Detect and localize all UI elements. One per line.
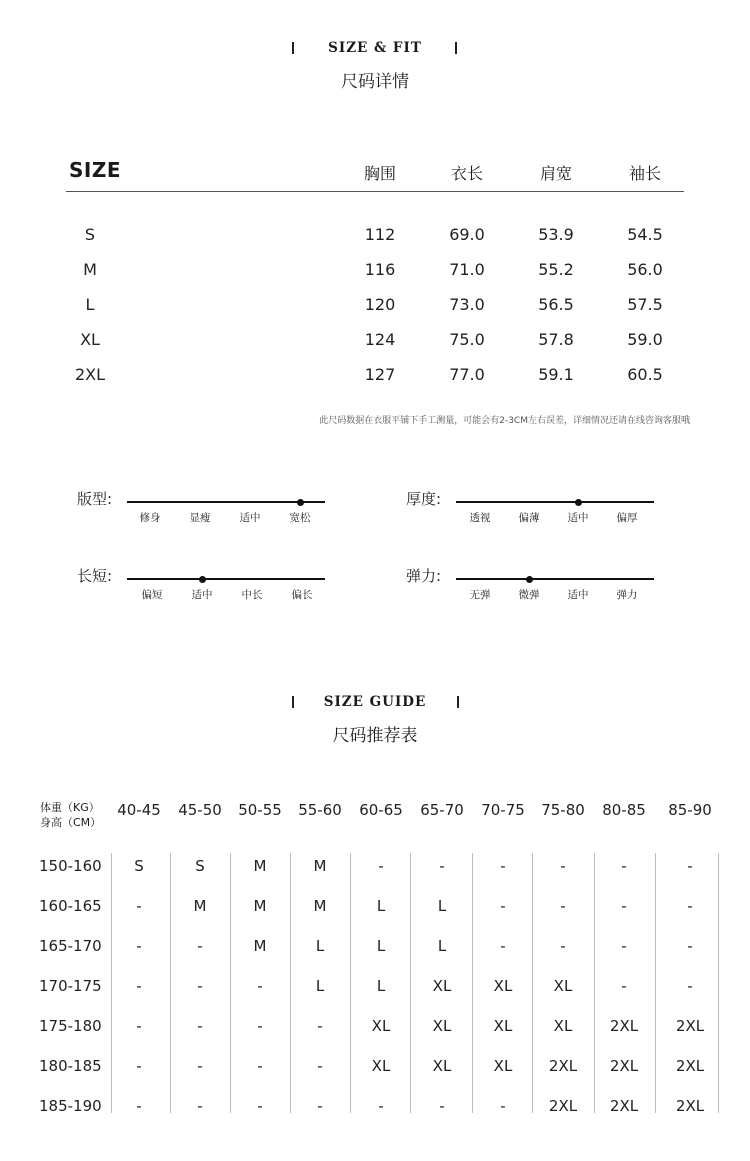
size-guide-cell: XL bbox=[432, 977, 452, 995]
size-guide-cell: 2XL bbox=[609, 1097, 639, 1115]
grid-divider bbox=[170, 853, 171, 1113]
height-row-label: 175-180 bbox=[39, 1017, 102, 1035]
size-guide-cell: - bbox=[621, 937, 627, 955]
fit-scale-option: 弹力 bbox=[616, 589, 638, 601]
height-row-label: 165-170 bbox=[39, 937, 102, 955]
size-guide-cell: - bbox=[136, 937, 142, 955]
fit-scale-marker bbox=[297, 499, 304, 506]
column-header-chest: 胸围 bbox=[363, 164, 396, 183]
size-guide-cell: - bbox=[136, 1057, 142, 1075]
size-guide-cell: M bbox=[253, 857, 267, 875]
grid-divider bbox=[290, 853, 291, 1113]
size-column-header: SIZE bbox=[69, 158, 122, 182]
grid-divider bbox=[655, 853, 656, 1113]
size-table-cell: 59.1 bbox=[538, 365, 574, 384]
size-guide-cell: - bbox=[317, 1097, 323, 1115]
size-table-cell: 56.5 bbox=[538, 295, 574, 314]
fit-scale-option: 修身 bbox=[139, 512, 161, 524]
fit-scale-line bbox=[127, 578, 325, 580]
grid-divider bbox=[718, 853, 719, 1113]
size-row-label: S bbox=[84, 225, 96, 244]
size-guide-cell: - bbox=[560, 857, 566, 875]
size-guide-cell: - bbox=[317, 1017, 323, 1035]
title-bar-right bbox=[455, 42, 457, 54]
size-guide-cell: - bbox=[687, 857, 693, 875]
size-table-cell: 124 bbox=[364, 330, 396, 349]
height-row-label: 150-160 bbox=[39, 857, 102, 875]
size-table-cell: 75.0 bbox=[449, 330, 485, 349]
fit-scale-option: 偏长 bbox=[291, 589, 313, 601]
fit-scale-option: 微弹 bbox=[518, 589, 540, 601]
size-guide-cell: L bbox=[315, 937, 325, 955]
fit-scale-label: 版型: bbox=[77, 490, 113, 508]
weight-column-header: 75-80 bbox=[541, 801, 585, 819]
size-table-cell: 112 bbox=[364, 225, 396, 244]
size-guide-cell: XL bbox=[493, 977, 513, 995]
size-guide-cell: M bbox=[253, 937, 267, 955]
measurement-note: 此尺码数据在衣服平铺下手工测量，可能会有2-3CM左右误差，详细情况还请在线咨询客服哦 bbox=[319, 416, 690, 426]
column-header-length: 衣长 bbox=[450, 164, 483, 183]
size-table-cell: 116 bbox=[364, 260, 396, 279]
size-guide-cell: L bbox=[376, 897, 386, 915]
fit-scale-line bbox=[456, 501, 654, 503]
size-guide-cell: - bbox=[378, 1097, 384, 1115]
size-guide-cell: 2XL bbox=[675, 1097, 705, 1115]
fit-scale-marker bbox=[575, 499, 582, 506]
size-guide-cell: 2XL bbox=[609, 1057, 639, 1075]
fit-scale-option: 偏薄 bbox=[518, 512, 540, 524]
size-guide-cell: XL bbox=[432, 1057, 452, 1075]
grid-divider bbox=[472, 853, 473, 1113]
size-table-cell: 77.0 bbox=[449, 365, 485, 384]
size-row-label: M bbox=[83, 260, 97, 279]
fit-scale-option: 中长 bbox=[241, 589, 263, 601]
size-guide-cell: - bbox=[136, 1017, 142, 1035]
fit-scale-option: 适中 bbox=[567, 589, 589, 601]
size-guide-cell: - bbox=[500, 897, 506, 915]
size-guide-cell: - bbox=[136, 977, 142, 995]
size-guide-cell: L bbox=[376, 977, 386, 995]
fit-scale-option: 偏短 bbox=[141, 589, 163, 601]
weight-column-header: 60-65 bbox=[359, 801, 403, 819]
size-row-label: 2XL bbox=[74, 365, 106, 384]
size-guide-cell: - bbox=[439, 857, 445, 875]
size-guide-cell: M bbox=[193, 897, 207, 915]
size-guide-cell: - bbox=[317, 1057, 323, 1075]
weight-column-header: 80-85 bbox=[602, 801, 646, 819]
fit-scale-label: 弹力: bbox=[406, 567, 442, 585]
size-guide-cell: L bbox=[437, 937, 447, 955]
size-guide-title-en: SIZE GUIDE bbox=[323, 694, 427, 710]
size-guide-cell: - bbox=[257, 1057, 263, 1075]
height-row-label: 160-165 bbox=[39, 897, 102, 915]
grid-divider bbox=[594, 853, 595, 1113]
size-table-cell: 56.0 bbox=[627, 260, 663, 279]
fit-scale-line bbox=[127, 501, 325, 503]
size-guide-cell: S bbox=[195, 857, 205, 875]
size-guide-cell: M bbox=[313, 897, 327, 915]
fit-scale-option: 适中 bbox=[567, 512, 589, 524]
size-row-label: XL bbox=[80, 330, 100, 349]
size-guide-cell: - bbox=[197, 1097, 203, 1115]
guide-header-weight: 体重（KG） bbox=[40, 801, 100, 814]
size-row-label: L bbox=[85, 295, 95, 314]
size-table-cell: 60.5 bbox=[627, 365, 663, 384]
size-table-cell: 71.0 bbox=[449, 260, 485, 279]
size-table-cell: 127 bbox=[364, 365, 396, 384]
size-guide-cell: - bbox=[197, 937, 203, 955]
fit-scale-option: 宽松 bbox=[289, 512, 311, 524]
fit-scale-option: 适中 bbox=[239, 512, 261, 524]
size-guide-cell: XL bbox=[493, 1017, 513, 1035]
size-guide-cell: - bbox=[136, 897, 142, 915]
size-table-cell: 69.0 bbox=[449, 225, 485, 244]
size-guide-cell: - bbox=[257, 1097, 263, 1115]
size-guide-cell: L bbox=[437, 897, 447, 915]
size-guide-cell: - bbox=[197, 1017, 203, 1035]
size-guide-cell: 2XL bbox=[548, 1097, 578, 1115]
grid-divider bbox=[350, 853, 351, 1113]
size-guide-cell: XL bbox=[371, 1017, 391, 1035]
guide-header-height: 身高（CM） bbox=[40, 816, 102, 829]
size-guide-cell: S bbox=[134, 857, 144, 875]
fit-scale-marker bbox=[199, 576, 206, 583]
size-guide-cell: - bbox=[687, 897, 693, 915]
size-guide-cell: XL bbox=[432, 1017, 452, 1035]
size-guide-cell: - bbox=[197, 977, 203, 995]
size-guide-cell: - bbox=[500, 937, 506, 955]
size-guide-cell: XL bbox=[371, 1057, 391, 1075]
size-guide-cell: - bbox=[621, 857, 627, 875]
size-table-cell: 53.9 bbox=[538, 225, 574, 244]
weight-column-header: 55-60 bbox=[298, 801, 342, 819]
fit-scale-option: 无弹 bbox=[469, 589, 491, 601]
size-guide-cell: - bbox=[378, 857, 384, 875]
guide-title-bar-right bbox=[457, 696, 459, 708]
title-bar-left bbox=[292, 42, 294, 54]
size-guide-cell: 2XL bbox=[609, 1017, 639, 1035]
size-guide-cell: L bbox=[376, 937, 386, 955]
size-guide-cell: XL bbox=[553, 977, 573, 995]
size-table-cell: 73.0 bbox=[449, 295, 485, 314]
grid-divider bbox=[410, 853, 411, 1113]
size-guide-cell: - bbox=[687, 937, 693, 955]
height-row-label: 180-185 bbox=[39, 1057, 102, 1075]
weight-column-header: 65-70 bbox=[420, 801, 464, 819]
size-guide-cell: - bbox=[500, 1097, 506, 1115]
size-guide-cell: 2XL bbox=[548, 1057, 578, 1075]
size-guide-cell: M bbox=[253, 897, 267, 915]
size-guide-cell: XL bbox=[553, 1017, 573, 1035]
size-table-cell: 57.5 bbox=[627, 295, 663, 314]
column-header-shoulder: 肩宽 bbox=[539, 164, 572, 183]
size-table-cell: 59.0 bbox=[627, 330, 663, 349]
size-guide-cell: - bbox=[439, 1097, 445, 1115]
size-guide-cell: - bbox=[257, 977, 263, 995]
size-guide-cell: - bbox=[621, 897, 627, 915]
size-table-cell: 57.8 bbox=[538, 330, 574, 349]
weight-column-header: 50-55 bbox=[238, 801, 282, 819]
size-guide-cell: - bbox=[560, 937, 566, 955]
size-fit-title-en: SIZE & FIT bbox=[328, 40, 422, 56]
fit-scale-option: 显瘦 bbox=[189, 512, 211, 524]
height-row-label: 185-190 bbox=[39, 1097, 102, 1115]
size-guide-cell: - bbox=[560, 897, 566, 915]
grid-divider bbox=[532, 853, 533, 1113]
size-guide-cell: 2XL bbox=[675, 1017, 705, 1035]
grid-divider bbox=[230, 853, 231, 1113]
size-guide-cell: - bbox=[257, 1017, 263, 1035]
weight-column-header: 70-75 bbox=[481, 801, 525, 819]
size-table-divider bbox=[66, 191, 684, 192]
size-guide-cell: L bbox=[315, 977, 325, 995]
size-guide-cell: - bbox=[687, 977, 693, 995]
size-table-cell: 54.5 bbox=[627, 225, 663, 244]
weight-column-header: 45-50 bbox=[178, 801, 222, 819]
size-guide-cell: - bbox=[500, 857, 506, 875]
size-guide-cell: 2XL bbox=[675, 1057, 705, 1075]
fit-scale-line bbox=[456, 578, 654, 580]
size-guide-cell: M bbox=[313, 857, 327, 875]
weight-column-header: 40-45 bbox=[117, 801, 161, 819]
fit-scale-label: 长短: bbox=[77, 567, 113, 585]
size-guide-cell: XL bbox=[493, 1057, 513, 1075]
fit-scale-option: 适中 bbox=[191, 589, 213, 601]
size-guide-title-cn: 尺码推荐表 bbox=[332, 726, 418, 746]
size-table-cell: 120 bbox=[364, 295, 396, 314]
fit-scale-option: 偏厚 bbox=[616, 512, 638, 524]
column-header-sleeve: 袖长 bbox=[628, 164, 661, 183]
fit-scale-label: 厚度: bbox=[406, 490, 442, 508]
size-guide-cell: - bbox=[621, 977, 627, 995]
height-row-label: 170-175 bbox=[39, 977, 102, 995]
size-fit-title-cn: 尺码详情 bbox=[341, 72, 409, 92]
size-table-cell: 55.2 bbox=[538, 260, 574, 279]
weight-column-header: 85-90 bbox=[668, 801, 712, 819]
fit-scale-marker bbox=[526, 576, 533, 583]
size-guide-cell: - bbox=[197, 1057, 203, 1075]
size-guide-cell: - bbox=[136, 1097, 142, 1115]
guide-title-bar-left bbox=[292, 696, 294, 708]
fit-scale-option: 透视 bbox=[469, 512, 491, 524]
